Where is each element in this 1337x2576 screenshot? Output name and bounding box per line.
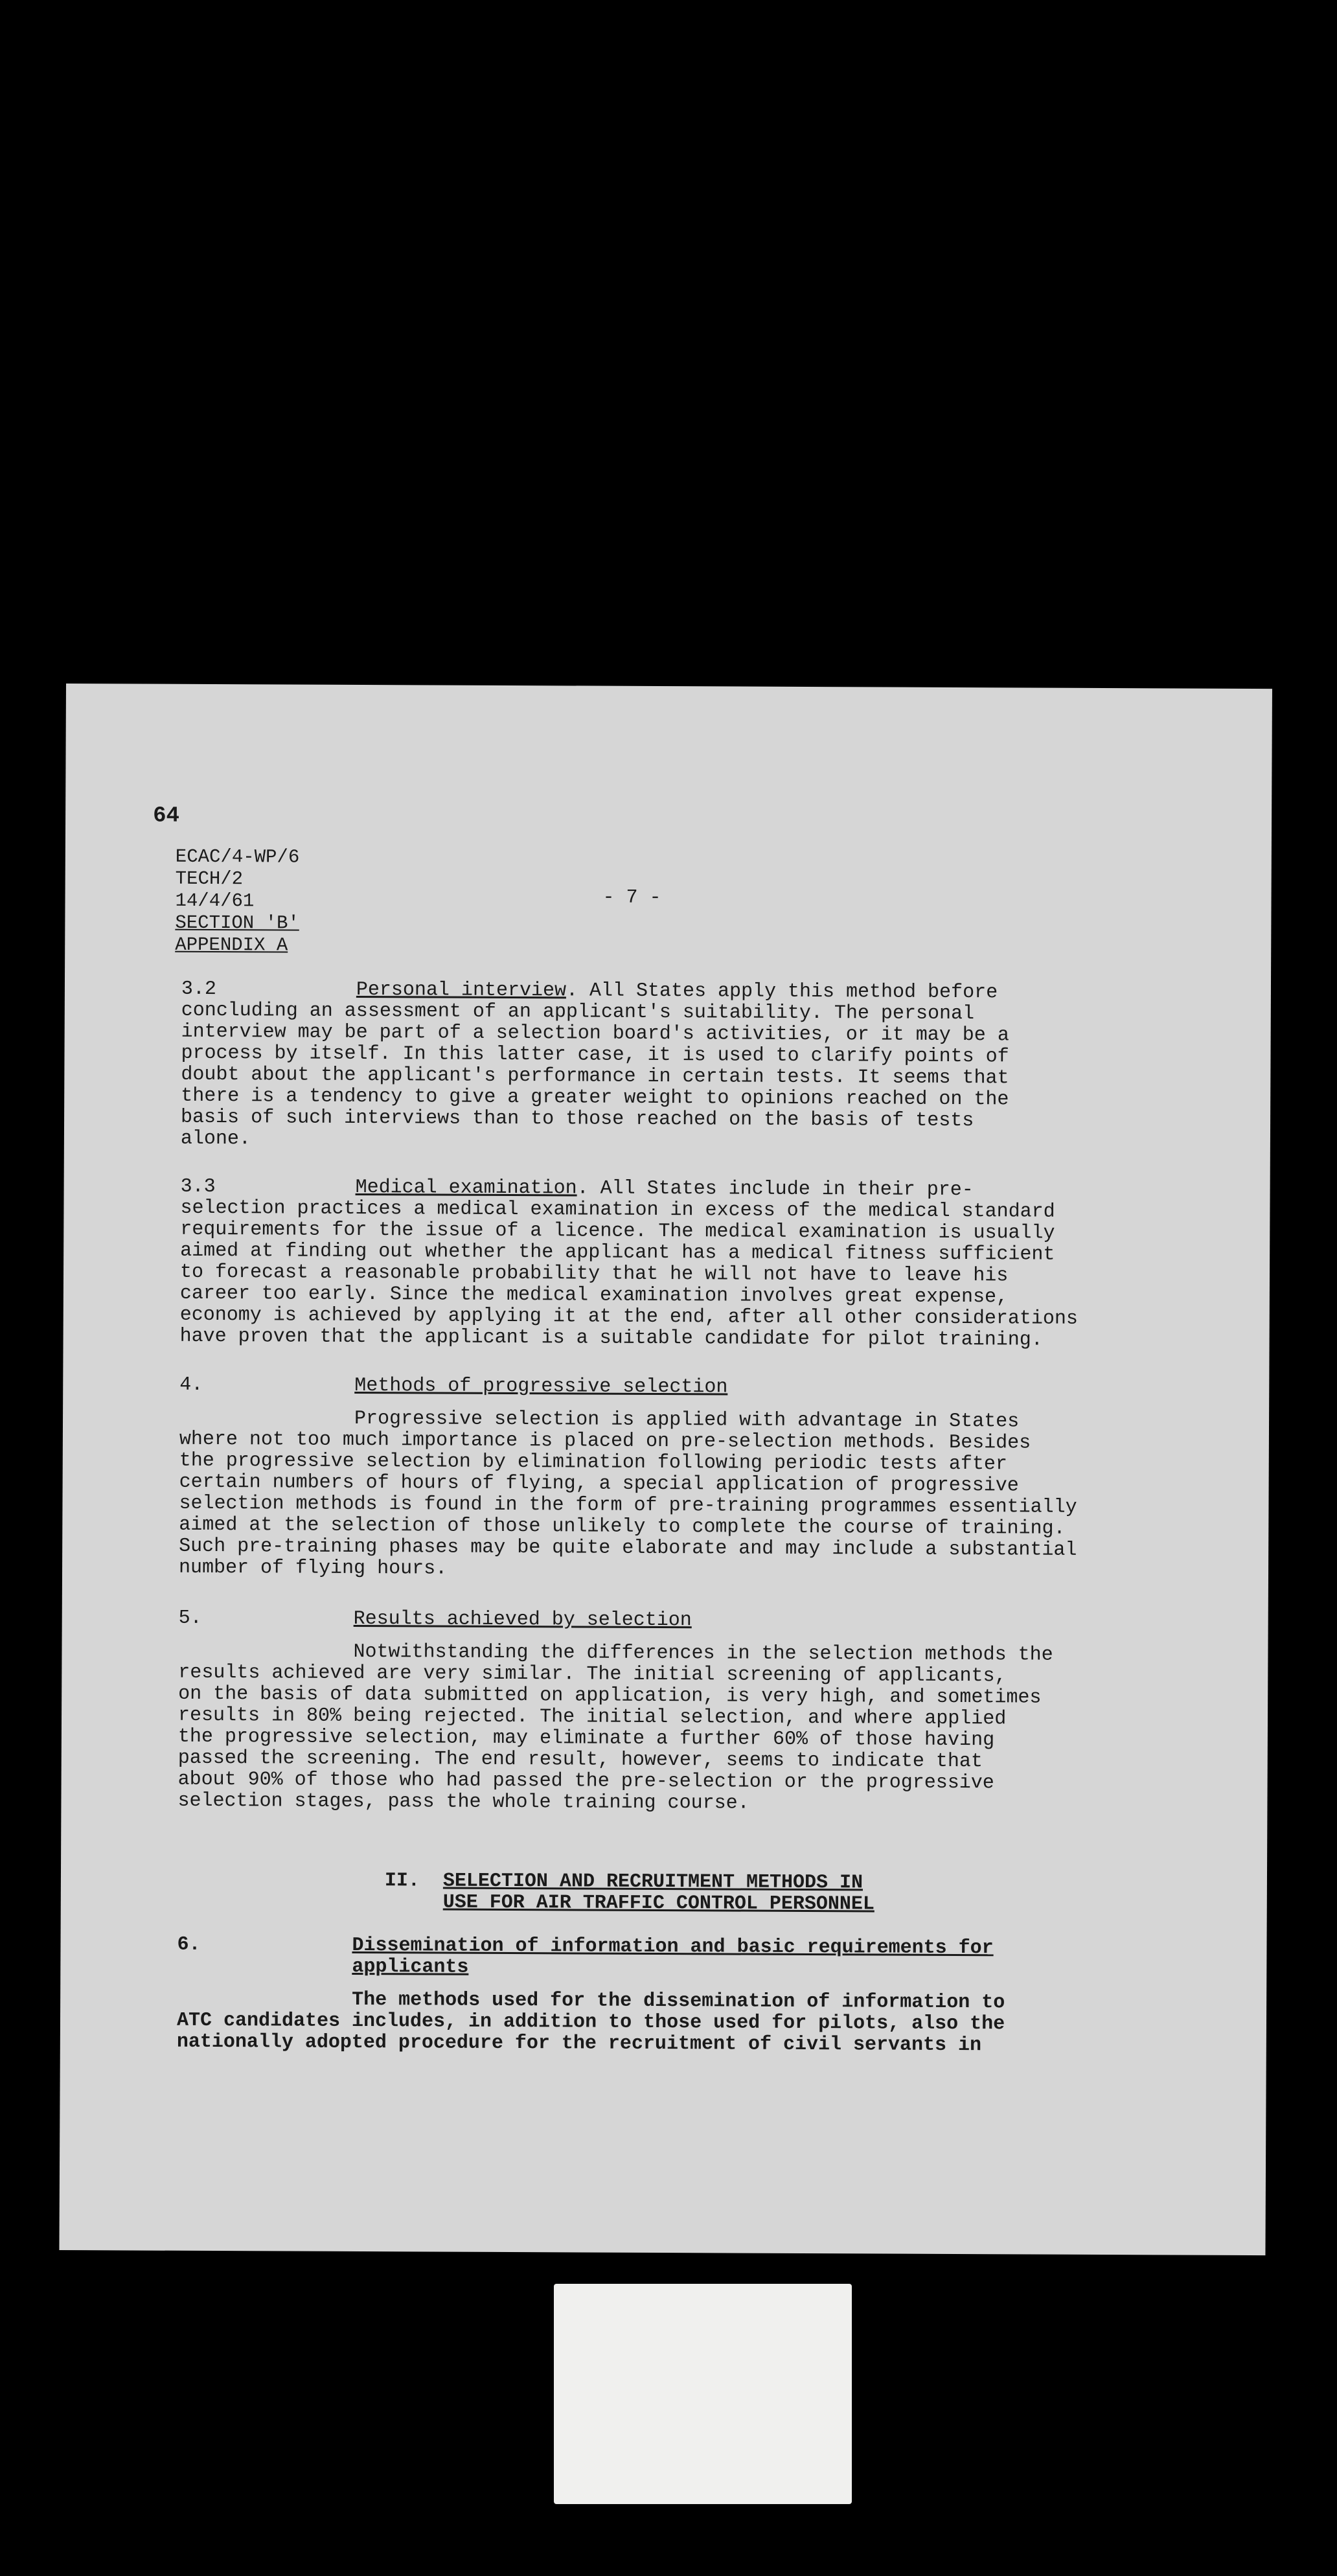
paragraph-heading: Medical examination [355,1176,577,1200]
paragraph-line: The methods used for the dissemination of information to [352,1988,1005,2014]
paragraph-heading: Personal interview [356,978,567,1002]
paragraph-3-2 [181,979,1166,1155]
paragraph-line: Progressive selection is applied with advantage in States [354,1407,1020,1433]
paragraph-line: aimed at finding out whether the applicant has a medical fitness sufficient [180,1239,1055,1266]
paragraph-line: alone. [180,1127,251,1151]
paragraph-line: . All States include in their pre- [577,1177,974,1202]
paragraph-number: 6. [177,1933,201,1956]
paragraph-heading: Methods of progressive selection [354,1374,728,1399]
paragraph-number: 3.2 [181,978,217,1001]
paragraph-line: certain numbers of hours of flying, a special application of progressive [179,1471,1019,1497]
paragraph-3-3 [180,1177,1165,1352]
reference-line: ECAC/4-WP/6 [175,845,300,868]
paragraph-line: . All States apply this method before [566,980,998,1004]
section-title-line: SELECTION AND RECRUITMENT METHODS IN [442,1870,863,1894]
section-title-line: USE FOR AIR TRAFFIC CONTROL PERSONNEL [442,1891,874,1916]
paragraph-line: selection stages, pass the whole training course. [177,1789,749,1815]
paragraph-line: about 90% of those who had passed the pre-selection or the progressive [177,1768,994,1795]
paragraph-line: interview may be part of a selection board's activities, or it may be a [181,1020,1009,1047]
paragraph-line: doubt about the applicant's performance in certain tests. It seems that [181,1063,1009,1090]
paragraph-line: process by itself. In this latter case, it is used to clarify points of [181,1042,1009,1068]
paragraph-line: ATC candidates includes, in addition to those used for pilots, also the [176,2009,1005,2036]
paragraph-number: 3.3 [180,1175,216,1199]
paragraph-line: have proven that the applicant is a suitable candidate for pilot training. [179,1325,1043,1351]
reference-appendix: APPENDIX A [175,934,288,956]
paragraph-line: results achieved are very similar. The initial screening of applicants, [178,1661,1007,1688]
paragraph-heading: Dissemination of information and basic requirements for [352,1934,994,1960]
paragraph-6 [177,1935,1162,2058]
paragraph-heading: applicants [352,1955,469,1979]
paragraph-line: results in 80% being rejected. The initial selection, and where applied [177,1704,1007,1731]
paragraph-line: number of flying hours. [178,1556,448,1580]
blank-card [554,2284,852,2504]
paragraph-line: selection practices a medical examination in excess of the medical standard [180,1197,1055,1223]
paragraph-line: requirements for the issue of a licence. The medical examination is usually [180,1218,1055,1245]
paragraph-line: selection methods is found in the form of pre-training programmes essentially [179,1492,1077,1519]
document-page [59,684,1272,2255]
paragraph-line: the progressive selection by elimination following periodic tests after [179,1449,1008,1476]
paragraph-line: passed the screening. The end result, however, seems to indicate that [177,1747,983,1773]
paragraph-line: economy is achieved by applying it at the end, after all other considerations [179,1304,1079,1330]
reference-section: SECTION 'B' [175,912,299,934]
paragraph-line: Such pre-training phases may be quite elaborate and may include a substantial [179,1535,1077,1561]
paragraph-line: concluding an assessment of an applicant's suitability. The personal [181,999,975,1026]
paragraph-line: basis of such interviews than to those reached on the basis of tests [181,1106,974,1133]
section-numeral: II. [384,1870,420,1892]
paragraph-line: to forecast a reasonable probability that he will not have to leave his [179,1261,1009,1287]
reference-line: TECH/2 [175,868,244,890]
paragraph-line: where not too much importance is placed on pre-selection methods. Besides [179,1428,1031,1455]
paragraph-line: the progressive selection, may eliminate a further 60% of those having [177,1725,995,1752]
paragraph-4 [179,1375,1164,1583]
paragraph-line: career too early. Since the medical examination involves great expense, [179,1282,1009,1309]
section-heading [385,1870,874,1915]
paragraph-number: 4. [179,1374,203,1396]
paragraph-line: there is a tendency to give a greater weight to opinions reached on the [181,1085,1009,1111]
paragraph-line: nationally adopted procedure for the recruitment of civil servants in [176,2030,982,2057]
reference-block [175,846,299,957]
paragraph-5 [177,1608,1163,1817]
paragraph-line: aimed at the selection of those unlikely to complete the course of training. [179,1513,1066,1540]
page-marker: - 7 - [602,886,661,910]
paragraph-number: 5. [178,1607,202,1629]
reference-line: 14/4/61 [175,890,255,912]
paragraph-heading: Results achieved by selection [353,1607,692,1632]
paragraph-line: on the basis of data submitted on application, is very high, and sometimes [178,1683,1042,1709]
page-number: 64 [153,803,180,829]
paragraph-line: Notwithstanding the differences in the selection methods the [353,1640,1053,1666]
